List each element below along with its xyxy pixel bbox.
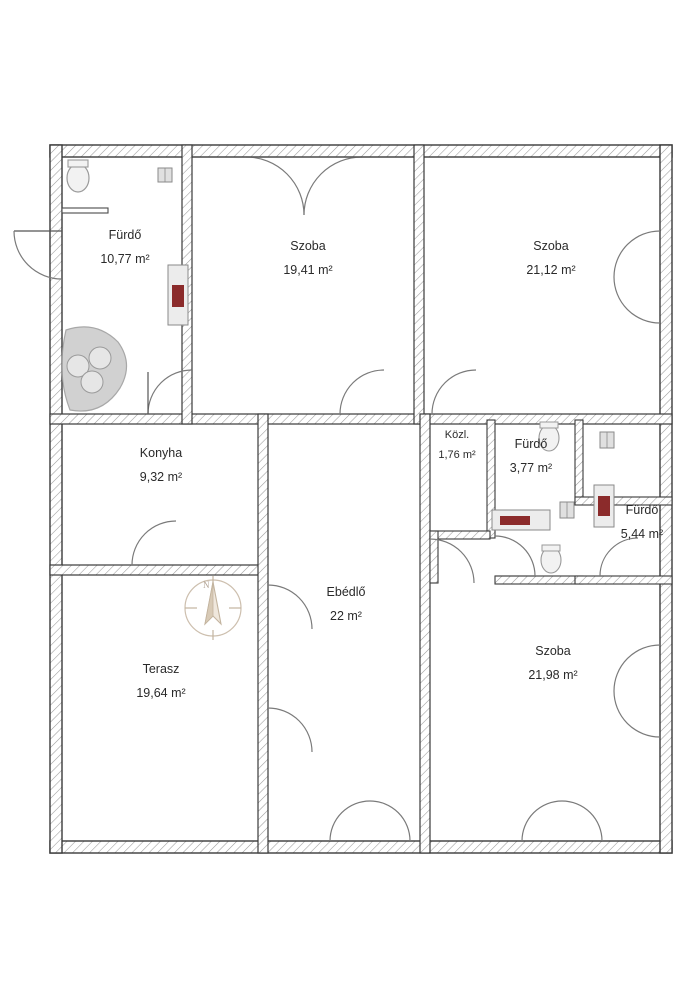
room-name: Szoba [533, 238, 569, 253]
room-name: Konyha [139, 445, 183, 460]
wall-unit-szoba1 [158, 168, 172, 182]
room-area: 10,77 m² [100, 252, 150, 266]
toilet-furdo1 [67, 160, 89, 192]
room-name: Szoba [535, 643, 571, 658]
room-name: Fürdő [108, 227, 142, 242]
room-area: 22 m² [330, 609, 362, 623]
toilet-furdo2-second [541, 545, 561, 573]
room-name: Fürdő [625, 502, 659, 517]
room-area: 3,77 m² [509, 461, 553, 475]
room-area: 21,12 m² [526, 263, 576, 277]
room-area: 1,76 m² [438, 449, 476, 461]
windows-group [62, 208, 108, 213]
room-area: 5,44 m² [620, 527, 664, 541]
room-name: Ebédlő [326, 584, 366, 599]
wall-unit-furdo2-side [560, 502, 574, 518]
compass-north-label: N [203, 580, 210, 590]
room-name: Fürdő [514, 436, 548, 451]
radiator-furdo3 [594, 485, 614, 527]
room-name: Szoba [290, 238, 326, 253]
radiator-furdo2 [492, 510, 550, 530]
room-name: Közl. [444, 429, 470, 442]
room-area: 9,32 m² [139, 470, 183, 484]
room-area: 21,98 m² [528, 668, 578, 682]
room-area: 19,41 m² [283, 263, 333, 277]
radiator-furdo1 [168, 265, 188, 325]
room-area: 19,64 m² [136, 686, 186, 700]
wall-unit-furdo3 [600, 432, 614, 448]
toilet-furdo2 [539, 422, 559, 451]
room-name: Terasz [142, 661, 180, 676]
